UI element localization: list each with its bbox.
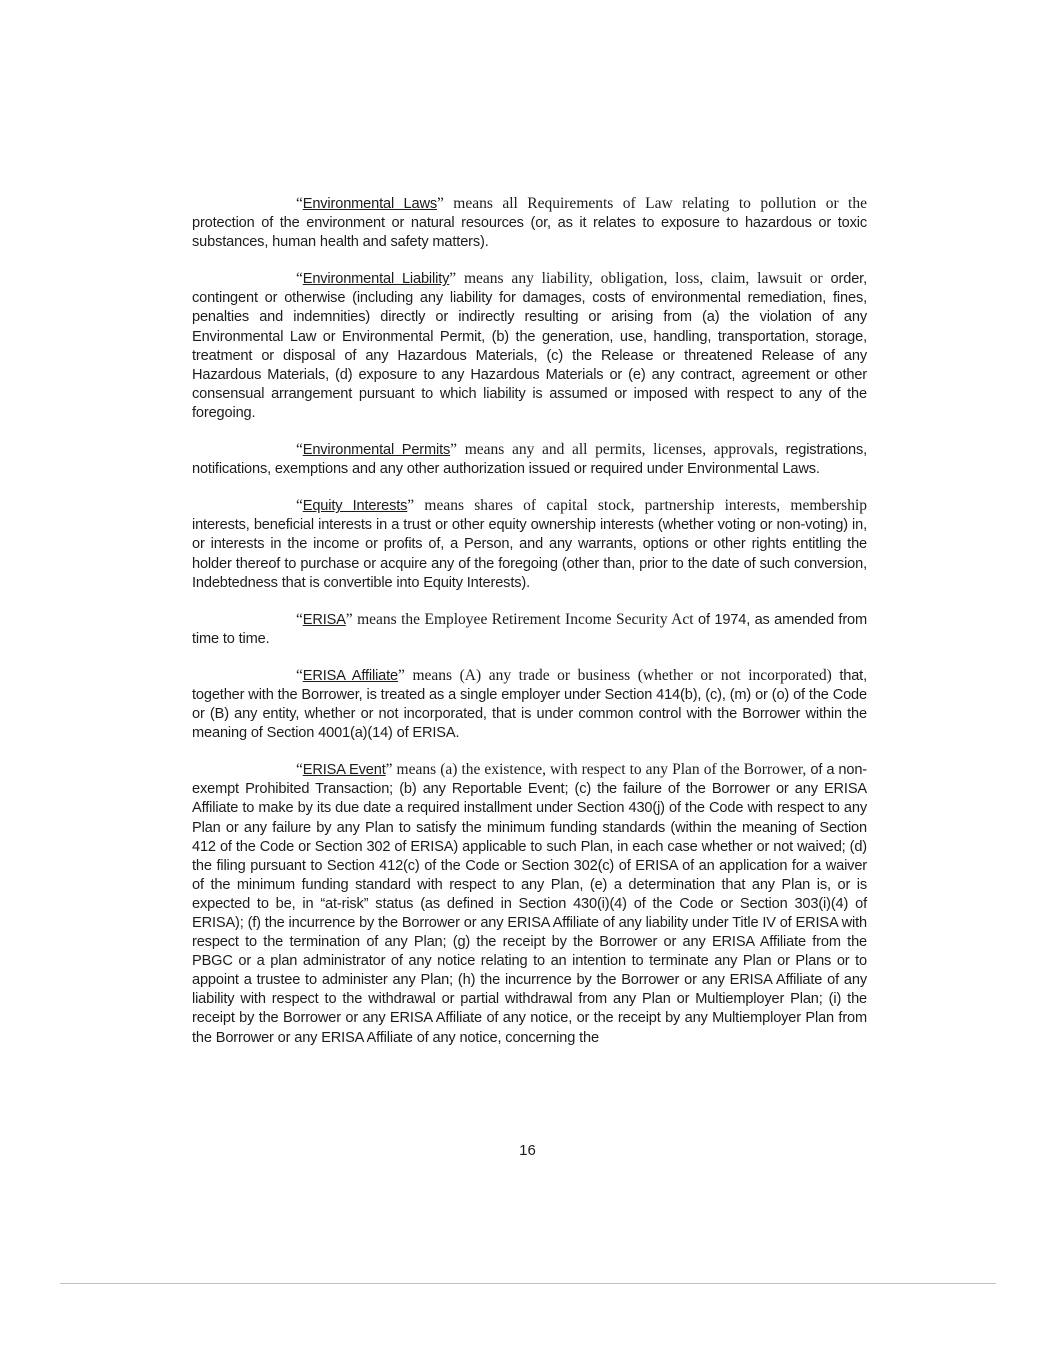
definition-body: that, together with the Borrower, is treated as a single employer under Section 414(b), (c), (m) or (o) of the Code or (B) any entity, whether or not incorporated, that is under common control with the Borrower within the meaning of Section 4001(a)(14) of ERISA. — [192, 667, 867, 742]
open-quote: “ — [296, 195, 303, 212]
definition-lead-text: ” means all Requirements of Law relating to pollution or the — [437, 195, 867, 212]
defined-term: ERISA Event — [302, 762, 386, 779]
definition-body: interests, beneficial interests in a trust or other equity ownership interests (whether voting or non-voting) in, or interests in the income or profits of, a Person, and any warrants, options or other rights entitling the holder thereof to purchase or acquire any of the foregoing (other than, prior to the date of such conversion, Indebtedness that is convertible into Equity Interests). — [192, 517, 867, 591]
definition-environmental-permits — [192, 440, 867, 479]
definition-body: of a non-exempt Prohibited Transaction; (b) any Reportable Event; (c) the failure of the Borrower or any ERISA Affiliate to make by its due date a required installment under Section 430(j) of the Code with respect to any Plan or any failure by any Plan to satisfy the minimum funding standards (within the meaning of Section 412 of the Code or Section 302 of ERISA) applicable to such Plan, in each case whether or not waived; (d) the filing pursuant to Section 412(c) of the Code or Section 302(c) of ERISA of an application for a waiver of the minimum funding standard with respect to any Plan, (e) a determination that any Plan is, or is expected to be, in “at-risk” status (as defined in Section 430(i)(4) of the Code or Section 303(i)(4) of ERISA); (f) the incurrence by the Borrower or any ERISA Affiliate of any liability under Title IV of ERISA with respect to the termination of any Plan; (g) the receipt by the Borrower or any ERISA Affiliate from the PBGC or a plan administrator of any notice relating to an intention to terminate any Plan or Plans or to appoint a trustee to administer any Plan; (h) the incurrence by the Borrower or any ERISA Affiliate of any liability with respect to the withdrawal or partial withdrawal from any Plan or Multiemployer Plan; (i) the receipt by the Borrower or any ERISA Affiliate of any notice, or the receipt by any Multiemployer Plan from the Borrower or any ERISA Affiliate of any notice, concerning the — [192, 762, 867, 1046]
definition-lead-text: ” means (A) any trade or business (whether or not incorporated) — [398, 666, 832, 684]
definition-body: order, contingent or otherwise (including any liability for damages, costs of environmental remediation, fines, penalties and indemnities) directly or indirectly resulting or arising from (a) the violation of any Environmental Law or Environmental Permit, (b) the generation, use, handling, transportation, storage, treatment or disposal of any Hazardous Materials, (c) the Release or threatened Release of any Hazardous Materials, (d) exposure to any Hazardous Materials or (e) any contract, agreement or other consensual arrangement pursuant to which liability is assumed or imposed with respect to any of the foregoing. — [192, 271, 867, 421]
defined-term: ERISA — [302, 611, 346, 628]
definition-environmental-liability — [192, 269, 867, 423]
definition-body: protection of the environment or natural resources (or, as it relates to exposure to hazardous or toxic substances, human health and safety matters). — [192, 215, 867, 251]
definition-lead-text: ” means any and all permits, licenses, approvals, — [450, 441, 778, 459]
definition-lead-text: ” means shares of capital stock, partnership interests, membership — [407, 497, 868, 515]
document-body — [192, 194, 867, 1065]
page-divider — [60, 1283, 996, 1284]
definition-lead-text: ” means any liability, obligation, loss, claim, lawsuit or — [449, 270, 823, 288]
defined-term: Equity Interests — [302, 498, 408, 515]
definition-lead-text: ” means the Employee Retirement Income Security Act — [345, 610, 694, 628]
open-quote: “ — [296, 761, 303, 779]
defined-term: ERISA Affiliate — [302, 667, 399, 684]
definition-body: registrations, notifications, exemptions and any other authorization issued or required under Environmental Laws. — [192, 442, 868, 478]
definition-erisa-affiliate — [192, 666, 867, 743]
definition-environmental-laws — [192, 194, 867, 252]
definition-erisa — [192, 610, 867, 649]
definition-erisa-event — [192, 760, 867, 1047]
definition-lead-text: ” means (a) the existence, with respect to any Plan of the Borrower, — [385, 761, 807, 779]
defined-term: Environmental Laws — [302, 196, 437, 212]
defined-term: Environmental Permits — [302, 442, 451, 459]
open-quote: “ — [296, 497, 303, 515]
page-number: 16 — [519, 1142, 536, 1159]
open-quote: “ — [296, 441, 303, 459]
open-quote: “ — [296, 610, 303, 628]
definition-equity-interests — [192, 496, 867, 592]
defined-term: Environmental Liability — [302, 271, 450, 288]
open-quote: “ — [296, 270, 303, 288]
open-quote: “ — [296, 666, 303, 684]
definition-body: of 1974, as amended from time to time. — [192, 611, 867, 647]
